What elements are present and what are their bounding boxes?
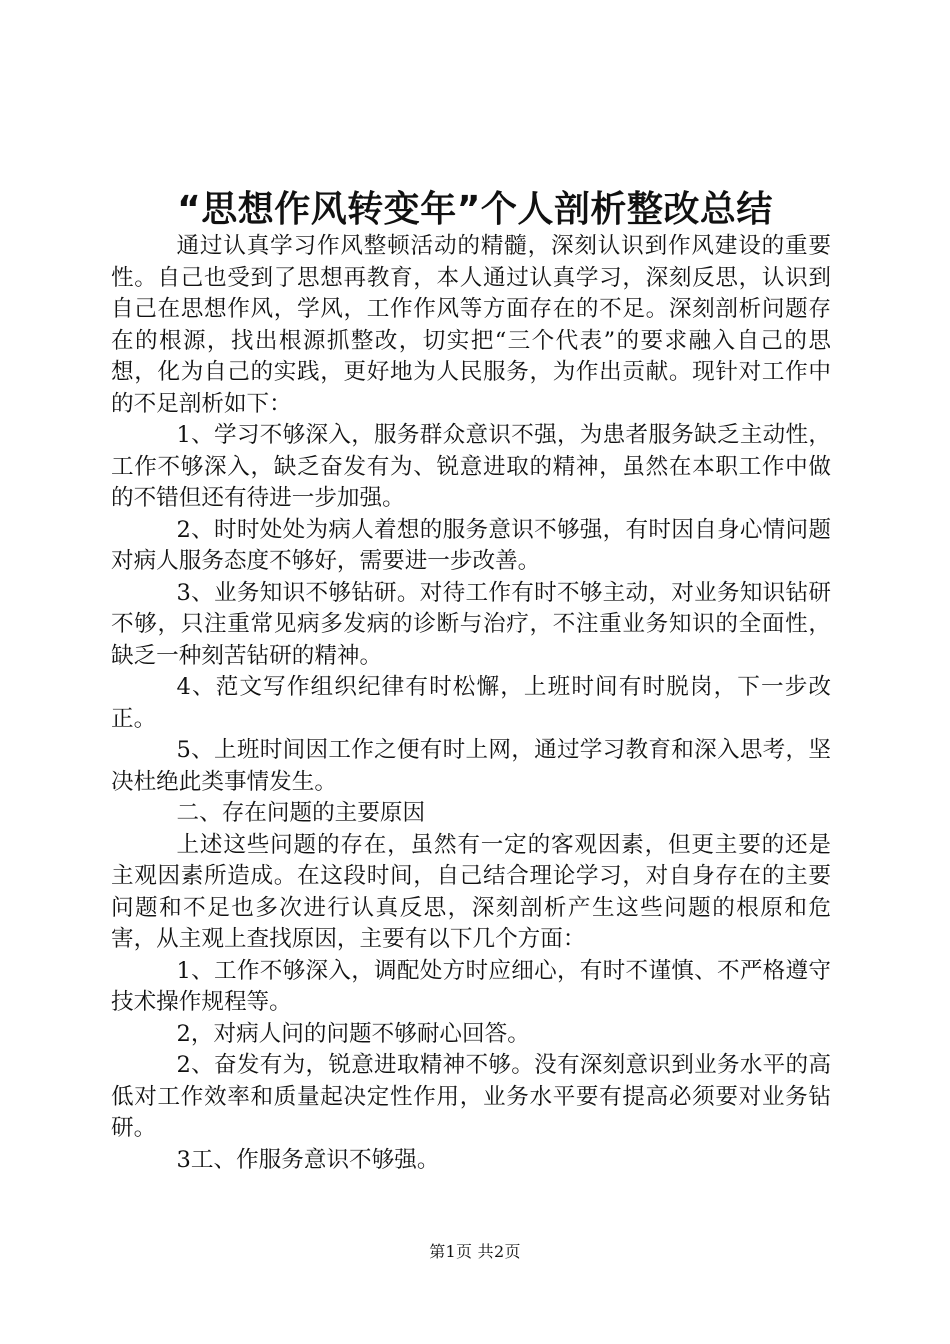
document-body bbox=[111, 231, 831, 1176]
paragraph-causes-intro: 上述这些问题的存在，虽然有一定的客观因素，但更主要的还是主观因素所造成。在这段时间，自己结合理论学习，对自身存在的主要问题和不足也多次进行认真反思，深刻剖析产生这些问题的根原和危害，从主观上查找原因，主要有以下几个方面： bbox=[111, 831, 831, 952]
paragraph-cause-1: 1、工作不够深入，调配处方时应细心，有时不谨慎、不严格遵守技术操作规程等。 bbox=[111, 957, 831, 1015]
paragraph-intro: 通过认真学习作风整顿活动的精髓，深刻认识到作风建设的重要性。自己也受到了思想再教育，本人通过认真学习，深刻反思，认识到自己在思想作风，学风，工作作风等方面存在的不足。深刻剖析问题存在的根源，找出根源抓整改，切实把“三个代表”的要求融入自己的思想，化为自己的实践，更好地为人民服务，为作出贡献。现针对工作中的不足剖析如下： bbox=[111, 233, 831, 417]
paragraph-cause-3: 3工、作服务意识不够强。 bbox=[176, 1146, 440, 1173]
paragraph-cause-2a: 2，对病人问的问题不够耐心回答。 bbox=[176, 1020, 530, 1047]
section-heading-causes: 二、存在问题的主要原因 bbox=[176, 800, 426, 826]
page-number-footer: 第1页 共2页 bbox=[429, 1242, 521, 1261]
paragraph-item-4: 4、范文写作组织纪律有时松懈，上班时间有时脱岗，下一步改正。 bbox=[111, 674, 831, 732]
document-title: “思想作风转变年”个人剖析整改总结 bbox=[177, 189, 773, 230]
paragraph-item-5: 5、上班时间因工作之便有时上网，通过学习教育和深入思考，坚决杜绝此类事情发生。 bbox=[111, 737, 831, 795]
paragraph-cause-2b: 2、奋发有为，锐意进取精神不够。没有深刻意识到业务水平的高低对工作效率和质量起决定性作用，业务水平要有提高必须要对业务钻研。 bbox=[111, 1052, 831, 1141]
paragraph-item-1: 1、学习不够深入，服务群众意识不强，为患者服务缺乏主动性，工作不够深入，缺乏奋发有为、锐意进取的精神，虽然在本职工作中做的不错但还有待进一步加强。 bbox=[111, 422, 831, 511]
paragraph-item-2: 2、时时处处为病人着想的服务意识不够强，有时因自身心情问题对病人服务态度不够好，需要进一步改善。 bbox=[111, 516, 831, 574]
paragraph-item-3: 3、业务知识不够钻研。对待工作有时不够主动，对业务知识钻研不够，只注重常见病多发病的诊断与治疗，不注重业务知识的全面性，缺乏一种刻苦钻研的精神。 bbox=[111, 579, 831, 669]
